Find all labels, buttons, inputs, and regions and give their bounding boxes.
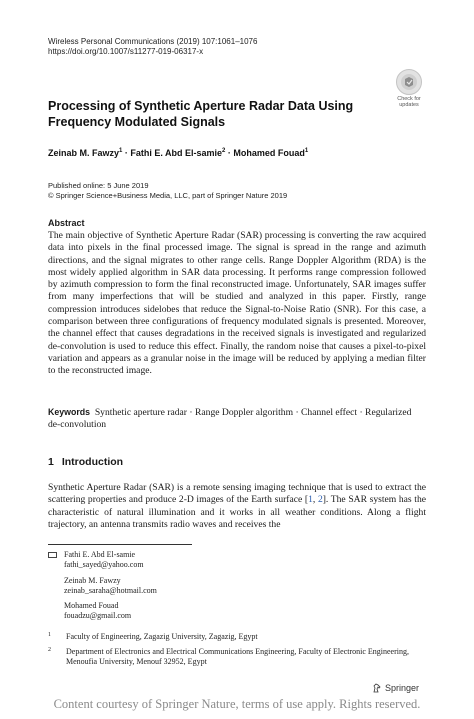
author-list	[48, 148, 308, 158]
contact-email[interactable]: fouadzu@gmail.com	[64, 611, 132, 620]
reference-link[interactable]: 2	[317, 494, 323, 506]
affiliation	[48, 647, 426, 667]
badge-line2: updates	[399, 102, 419, 108]
author-affiliation-mark: 1	[119, 148, 123, 154]
intro-text-start: Synthetic Aperture Radar (SAR) is a remote sensing imaging technique that is used to extract the scattering properties and produce 2-D images of the Earth surface [	[48, 482, 426, 506]
keywords-text: Synthetic aperture radar · Range Doppler algorithm · Channel effect · Regularized de-convolution	[48, 407, 412, 431]
affiliation-number: 2	[48, 647, 51, 653]
copyright-notice: © Springer Science+Business Media, LLC, part of Springer Nature 2019	[48, 191, 288, 200]
check-for-updates-icon	[396, 69, 422, 95]
contact-entry	[64, 550, 364, 570]
affiliation-text: Department of Electronics and Electrical Communications Engineering, Faculty of Electronic Engineering, Menoufia University, Menouf 32952, Egypt	[66, 647, 409, 666]
author-affiliation-mark: 1	[304, 148, 309, 154]
contact-entry	[64, 576, 364, 596]
published-date: Published online: 5 June 2019	[48, 181, 149, 190]
intro-text-end: ]. The SAR system has the characteristic of natural illumination and it works in all weather conditions. Along a flight trajectory, an antenna transmits radio waves and receives the	[48, 494, 427, 530]
publisher-logo	[372, 683, 419, 693]
author-name[interactable]: Fathi E. Abd El‑samie	[130, 148, 223, 158]
affiliation-number: 1	[48, 632, 51, 638]
author-name[interactable]: Zeinab M. Fawzy	[48, 148, 120, 158]
reference-separator: ,	[312, 494, 318, 506]
journal-citation: Wireless Personal Communications (2019) 107:1061–1076	[48, 37, 258, 46]
author-name[interactable]: Mohamed Fouad	[233, 148, 305, 158]
keywords-label: Keywords	[48, 407, 91, 417]
section-title: Introduction	[61, 456, 124, 468]
contact-name: Zeinab M. Fawzy	[64, 576, 121, 585]
publication-info	[48, 181, 287, 201]
contact-email[interactable]: fathi_sayed@yahoo.com	[64, 560, 144, 569]
introduction-text	[48, 482, 426, 531]
doi-link[interactable]: https://doi.org/10.1007/s11277-019-06317-x	[48, 47, 204, 56]
footnote-divider	[48, 544, 192, 545]
contact-entry	[64, 601, 364, 621]
reference-link[interactable]: 1	[308, 494, 313, 506]
author-separator: ·	[122, 148, 131, 158]
courtesy-footer: Content courtesy of Springer Nature, terms of use apply. Rights reserved.	[53, 697, 421, 711]
affiliation-text: Faculty of Engineering, Zagazig University, Zagazig, Egypt	[66, 632, 258, 641]
publisher-name: Springer	[385, 683, 420, 693]
abstract-heading: Abstract	[48, 218, 85, 228]
envelope-icon	[48, 552, 57, 558]
affiliation	[48, 632, 426, 642]
contact-name: Mohamed Fouad	[64, 601, 119, 610]
check-for-updates-badge[interactable]	[392, 69, 426, 107]
contact-email[interactable]: zeinab_saraha@hotmail.com	[64, 586, 157, 595]
keywords	[48, 406, 426, 432]
springer-horse-icon	[372, 683, 382, 693]
author-affiliation-mark: 2	[222, 148, 226, 154]
contact-name: Fathi E. Abd El‑samie	[64, 550, 136, 559]
author-separator: ·	[225, 148, 234, 158]
paper-title: Processing of Synthetic Aperture Radar Data Using Frequency Modulated Signals	[48, 99, 354, 129]
section-heading	[48, 456, 123, 468]
journal-header	[48, 37, 257, 57]
badge-line1: Check for	[397, 96, 421, 102]
abstract-text: The main objective of Synthetic Aperture Radar (SAR) processing is converting the raw acquired data into pixels in the final processed image. The signal is spread in the range and azimuth directions, and the signal migrates to other range cells. Range Doppler Algorithm (RDA) is the most widely applied algorithm in SAR data processing. It performs range compression followed by azimuth compression to form the final reconstructed image. Unfortunately, SAR images suffer from many imperfections that will be studied and analyzed in this paper. Firstly, range compression introduces sidelobes that reduce the Signal-to-Noise Ratio (SNR). For this case, a comparison between three configurations of frequency modulated signals is presented. Moreover, the channel effect that causes degradations in the received signals is investigated and regularized de-convolution is used to reduce this effect. Finally, the random noise that causes a pixel-to-pixel variation and appears as a granular noise in the image will be reduced by applying a median filter to the reconstructed image.	[48, 230, 426, 377]
section-number: 1	[48, 456, 54, 468]
